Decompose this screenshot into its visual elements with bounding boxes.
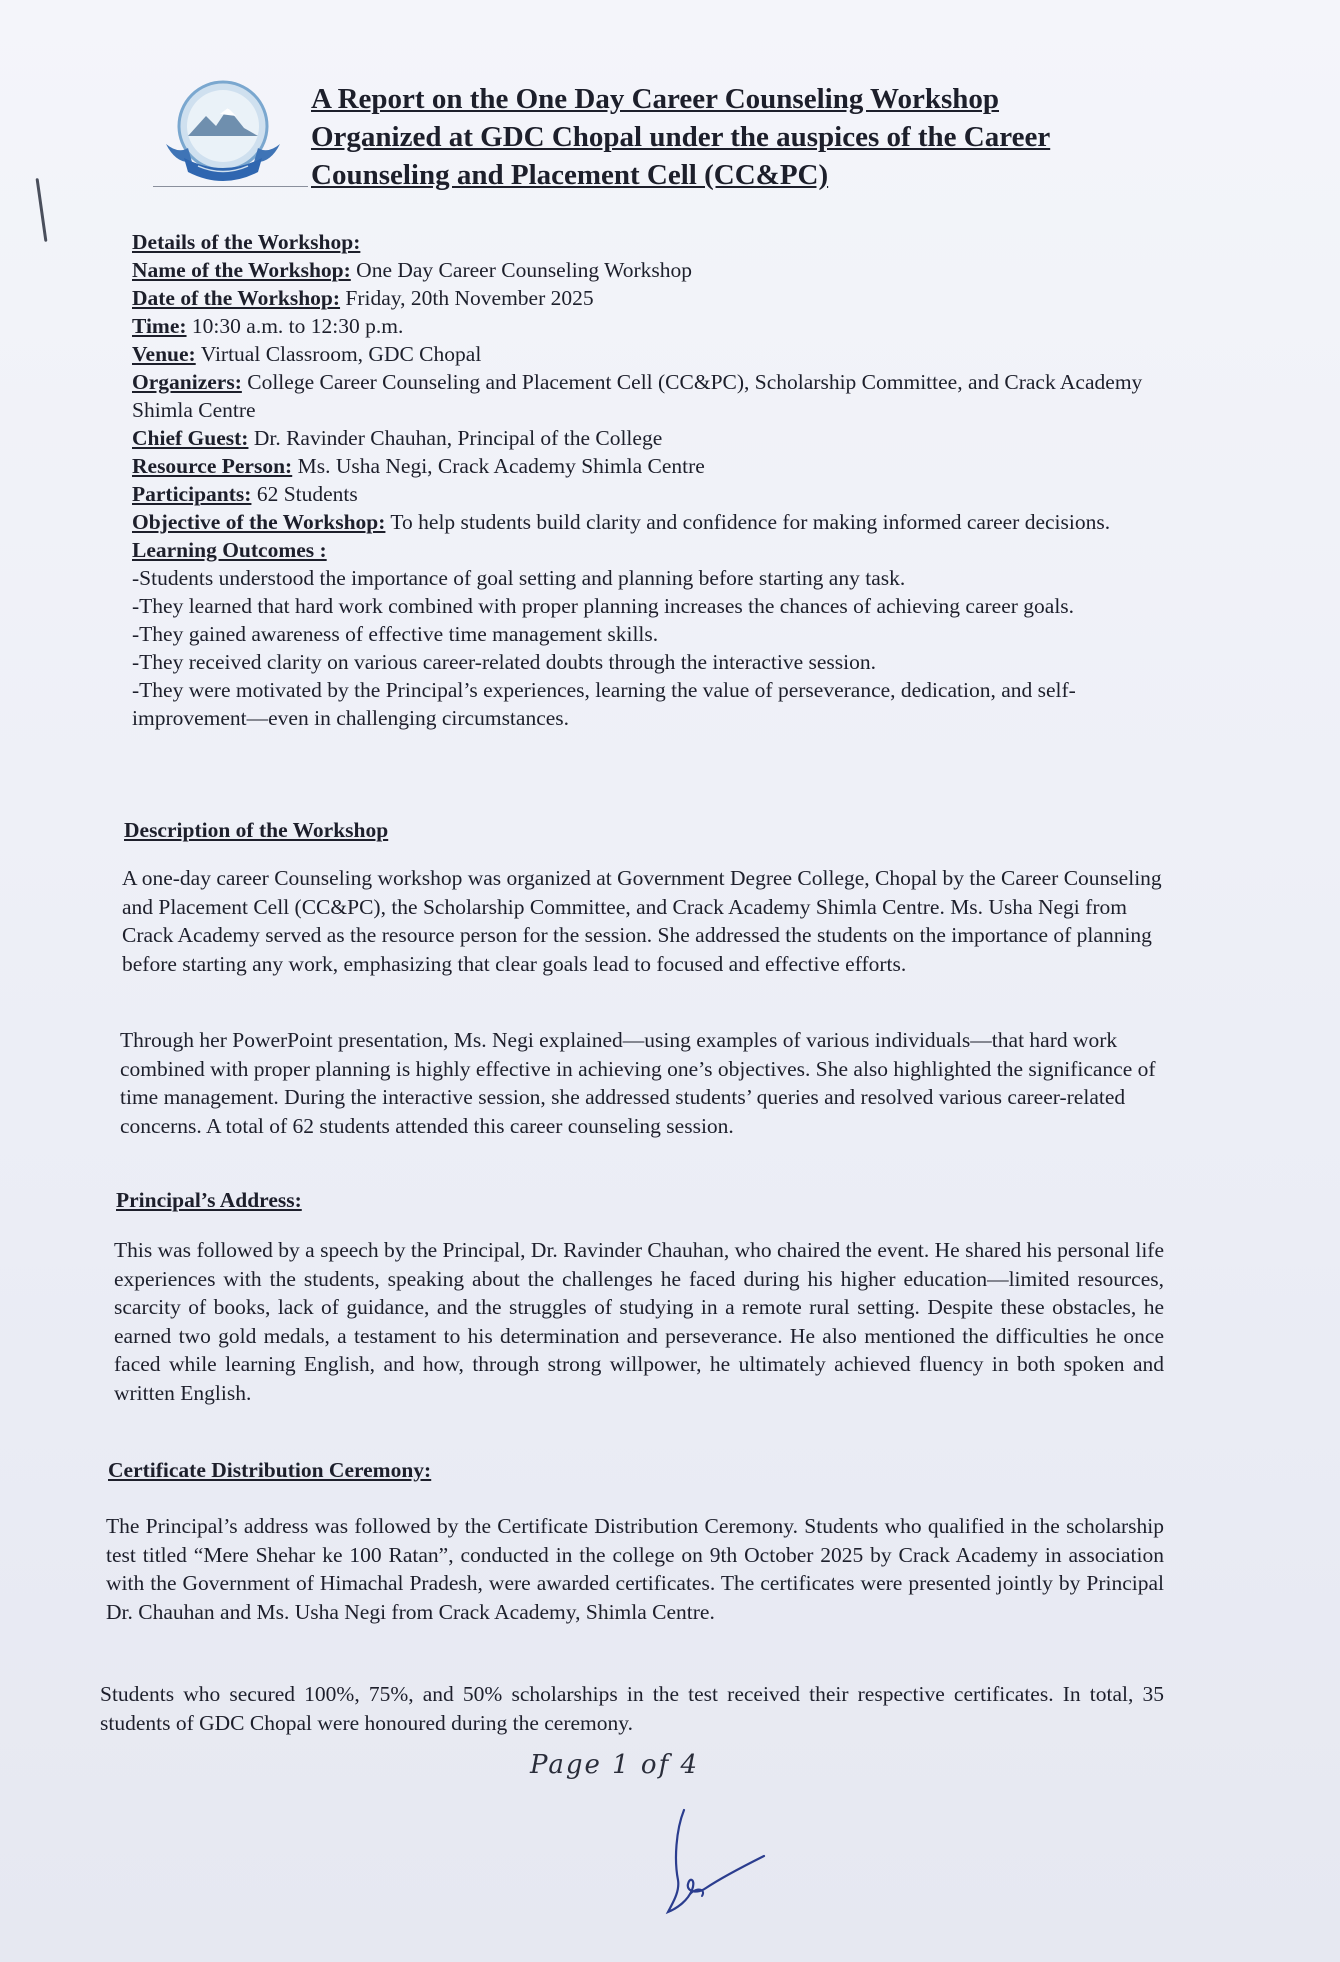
workshop-participants-row: Participants: 62 Students	[132, 482, 358, 506]
header-divider	[153, 186, 308, 187]
description-heading: Description of the Workshop	[124, 818, 389, 842]
workshop-resource-row: Resource Person: Ms. Usha Negi, Crack Academy Shimla Centre	[132, 454, 705, 478]
certificate-heading: Certificate Distribution Ceremony:	[108, 1458, 432, 1482]
list-item: -Students understood the importance of goal setting and planning before starting any task.	[132, 566, 906, 590]
workshop-venue-row: Venue: Virtual Classroom, GDC Chopal	[132, 342, 482, 366]
list-item: -They received clarity on various career-related doubts through the interactive session.	[132, 650, 877, 674]
workshop-time-row: Time: 10:30 a.m. to 12:30 p.m.	[132, 314, 404, 338]
description-paragraph-1: A one-day career Counseling workshop was organized at Government Degree College, Chopal by the Career Counseling and Placement Cell (CC&PC), the Scholarship Committee, and Crack Academy Shimla Centre. Ms. Usha Negi from Crack Academy served as the resource person for the session. She addressed the students on the importance of planning before starting any work, emphasizing that clear goals lead to focused and effective efforts.	[122, 866, 1162, 976]
list-item: -They gained awareness of effective time management skills.	[132, 622, 659, 646]
certificate-paragraph-1: The Principal’s address was followed by the Certificate Distribution Ceremony. Students who qualified in the scholarship test titled “Mere Shehar ke 100 Ratan”, conducted in the college on 9th October 2025 by Crack Academy in association with the Government of Himachal Pradesh, were awarded certificates. The certificates were presented jointly by Principal Dr. Chauhan and Ms. Usha Negi from Crack Academy, Shimla Centre.	[106, 1514, 1164, 1624]
workshop-chief-guest-row: Chief Guest: Dr. Ravinder Chauhan, Principal of the College	[132, 426, 663, 450]
certificate-paragraph-2: Students who secured 100%, 75%, and 50% scholarships in the test received their respective certificates. In total, 35 students of GDC Chopal were honoured during the ceremony.	[100, 1682, 1164, 1735]
learning-outcomes-list	[132, 564, 1172, 732]
principal-address-paragraph: This was followed by a speech by the Principal, Dr. Ravinder Chauhan, who chaired the event. He shared his personal life experiences with the students, speaking about the challenges he faced during his higher education—limited resources, scarcity of books, lack of guidance, and the struggles of studying in a remote rural setting. Despite these obstacles, he earned two gold medals, a testament to his determination and perseverance. He also mentioned the difficulties he once faced while learning English, and how, through strong willpower, he ultimately achieved fluency in both spoken and written English.	[114, 1238, 1164, 1405]
description-paragraph-2: Through her PowerPoint presentation, Ms. Negi explained—using examples of various individuals—that hard work combined with proper planning is highly effective in achieving one’s objectives. She also highlighted the significance of time management. During the interactive session, she addressed students’ queries and resolved various career-related concerns. A total of 62 students attended this career counseling session.	[120, 1028, 1156, 1138]
title-line: Organized at GDC Chopal under the auspices of the Career	[311, 121, 1051, 153]
page-number-note: Page 1 of 4	[530, 1750, 700, 1780]
report-title	[311, 80, 1171, 194]
workshop-name-row: Name of the Workshop: One Day Career Counseling Workshop	[132, 258, 693, 282]
title-line: Counseling and Placement Cell (CC&PC)	[311, 159, 829, 191]
title-line: A Report on the One Day Career Counseling Workshop	[311, 83, 999, 115]
signature	[648, 1800, 768, 1920]
pen-mark	[36, 178, 48, 242]
list-item: -They learned that hard work combined with proper planning increases the chances of achieving career goals.	[132, 594, 1075, 618]
workshop-details	[132, 228, 1172, 732]
list-item: -They were motivated by the Principal’s experiences, learning the value of perseverance, dedication, and self-improvement—even in challenging circumstances.	[132, 678, 1076, 730]
principal-address-heading: Principal’s Address:	[116, 1188, 302, 1212]
learning-outcomes-heading: Learning Outcomes :	[132, 538, 327, 562]
workshop-date-row: Date of the Workshop: Friday, 20th November 2025	[132, 286, 594, 310]
college-logo	[158, 78, 288, 188]
workshop-organizers-row: Organizers: College Career Counseling and Placement Cell (CC&PC), Scholarship Committee, and Crack Academy Shimla Centre	[132, 370, 1143, 422]
details-heading: Details of the Workshop:	[132, 230, 361, 254]
workshop-objective-row: Objective of the Workshop: To help students build clarity and confidence for making informed career decisions.	[132, 510, 1111, 534]
